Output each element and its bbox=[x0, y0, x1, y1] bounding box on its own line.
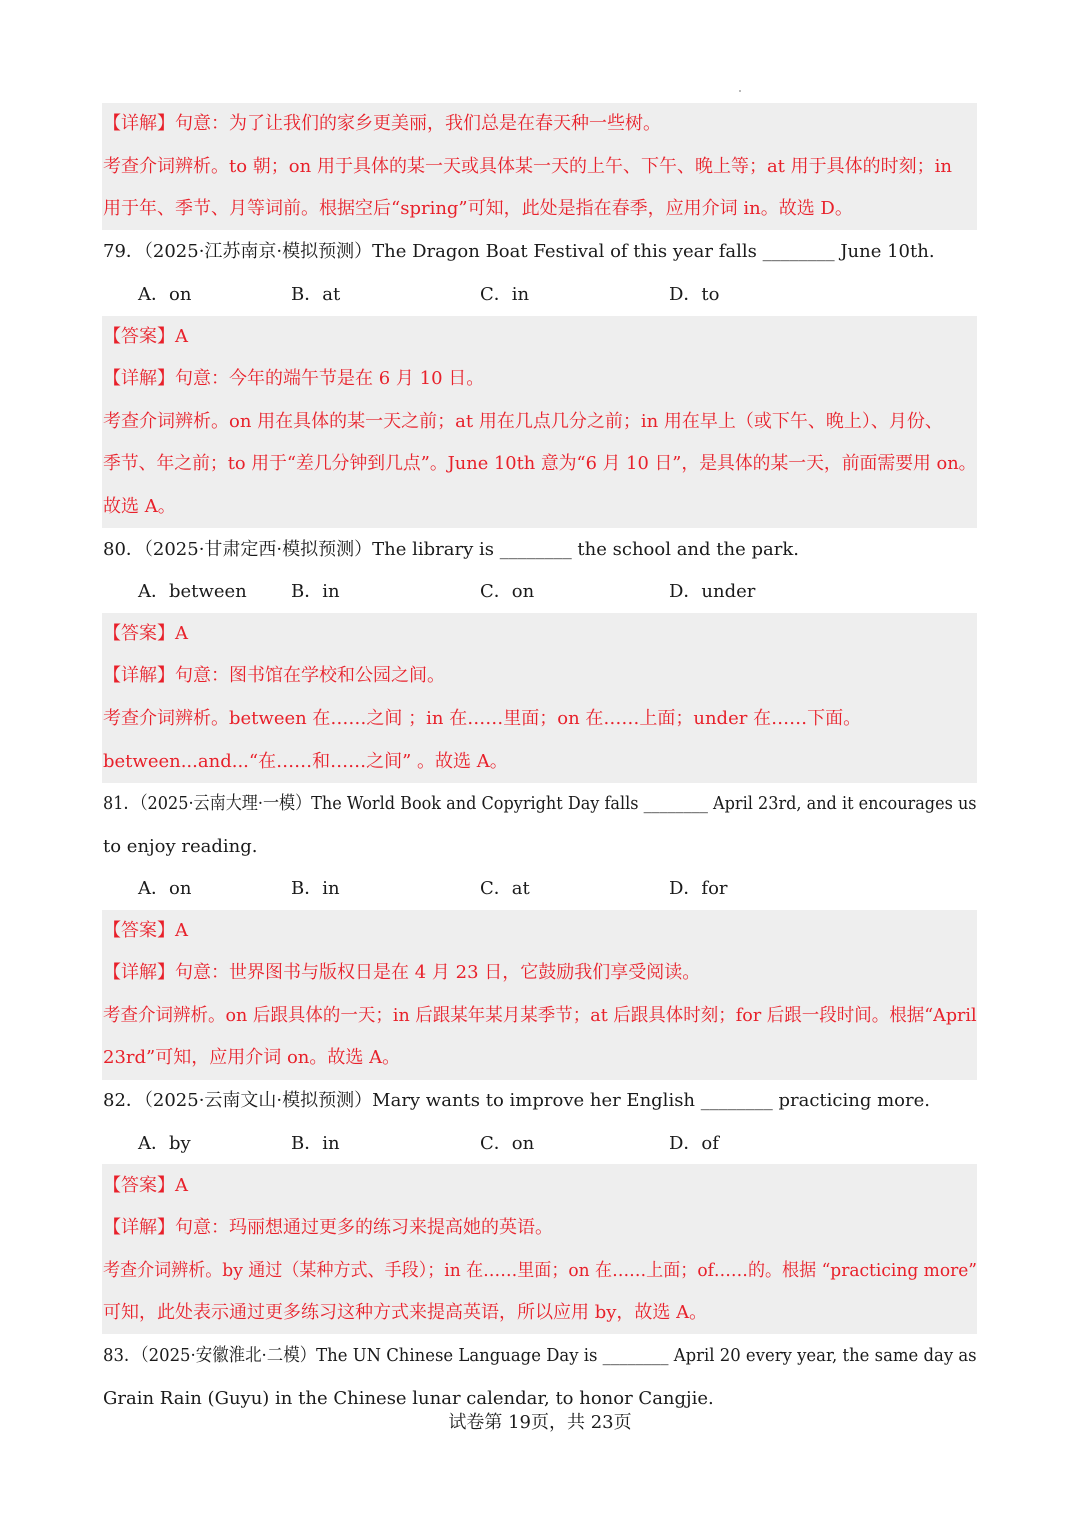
answer-82: 【答案】A bbox=[103, 1175, 188, 1196]
q81-option-a: A．on bbox=[138, 878, 192, 899]
detail-79: 【详解】句意：今年的端午节是在 6 月 10 日。 bbox=[103, 368, 485, 389]
question-81-stem-line-2: to enjoy reading. bbox=[103, 836, 258, 857]
analysis-81-line-1: 考查介词辨析。on 后跟具体的一天；in 后跟某年某月某季节；at 后跟具体时刻；for 后跟一段时间。根据“April bbox=[103, 1005, 977, 1026]
scan-speck bbox=[739, 90, 741, 92]
analysis-79-line-2: 季节、年之前；to 用于“差几分钟到几点”。June 10th 意为“6 月 10 日”，是具体的某一天，前面需要用 on。 bbox=[103, 453, 977, 474]
analysis-82-line-1: 考查介词辨析。by 通过（某种方式、手段）；in 在……里面；on 在……上面；of……的。根据 “practicing more” bbox=[103, 1260, 978, 1281]
q79-option-b: B．at bbox=[291, 284, 341, 305]
q82-option-a: A．by bbox=[138, 1133, 191, 1154]
question-80-stem: 80．（2025·甘肃定西·模拟预测）The library is ________ the school and the park. bbox=[103, 539, 799, 560]
answer-80: 【答案】A bbox=[103, 623, 188, 644]
q81-option-b: B．in bbox=[291, 878, 340, 899]
analysis-80-line-1: 考查介词辨析。between 在……之间 ；in 在……里面；on 在……上面；under 在……下面。 bbox=[103, 708, 862, 729]
page-footer: 试卷第 19页，共 23页 bbox=[448, 1412, 632, 1433]
analysis-80-line-2: between...and...“在……和……之间” 。故选 A。 bbox=[103, 751, 508, 772]
analysis-81-line-2: 23rd”可知，应用介词 on。故选 A。 bbox=[103, 1047, 401, 1068]
q82-option-c: C．on bbox=[480, 1133, 535, 1154]
q80-option-c: C．on bbox=[480, 581, 535, 602]
q79-option-d: D．to bbox=[669, 284, 720, 305]
analysis-79-line-1: 考查介词辨析。on 用在具体的某一天之前；at 用在几点几分之前；in 用在早上（或下午、晚上）、月份、 bbox=[103, 411, 943, 432]
answer-79: 【答案】A bbox=[103, 326, 188, 347]
q82-option-d: D．of bbox=[669, 1133, 719, 1154]
q81-option-d: D．for bbox=[669, 878, 728, 899]
analysis-78-line-2: 用于年、季节、月等词前。根据空后“spring”可知，此处是指在春季，应用介词 in。故选 D。 bbox=[103, 198, 853, 219]
detail-78: 【详解】句意：为了让我们的家乡更美丽，我们总是在春天种一些树。 bbox=[103, 113, 661, 134]
q80-option-a: A．between bbox=[138, 581, 247, 602]
question-82-stem: 82．（2025·云南文山·模拟预测）Mary wants to improve her English ________ practicing more. bbox=[103, 1090, 930, 1111]
question-79-stem: 79．（2025·江苏南京·模拟预测）The Dragon Boat Festival of this year falls ________ June 10th. bbox=[103, 241, 935, 262]
detail-81: 【详解】句意：世界图书与版权日是在 4 月 23 日，它鼓励我们享受阅读。 bbox=[103, 962, 701, 983]
q81-option-c: C．at bbox=[480, 878, 530, 899]
answer-81: 【答案】A bbox=[103, 920, 188, 941]
question-83-stem-line-2: Grain Rain (Guyu) in the Chinese lunar calendar, to honor Cangjie. bbox=[103, 1388, 714, 1409]
analysis-79-line-3: 故选 A。 bbox=[103, 496, 176, 517]
analysis-82-line-2: 可知，此处表示通过更多练习这种方式来提高英语，所以应用 by，故选 A。 bbox=[103, 1302, 708, 1323]
detail-82: 【详解】句意：玛丽想通过更多的练习来提高她的英语。 bbox=[103, 1217, 553, 1238]
q80-option-d: D．under bbox=[669, 581, 756, 602]
q79-option-c: C．in bbox=[480, 284, 530, 305]
q80-option-b: B．in bbox=[291, 581, 340, 602]
question-81-stem-line-1: 81．（2025·云南大理·一模）The World Book and Copyright Day falls ________ April 23rd, and it encourages us bbox=[103, 793, 977, 814]
question-83-stem-line-1: 83．（2025·安徽淮北·二模）The UN Chinese Language Day is ________ April 20 every year, the same day as bbox=[103, 1345, 977, 1366]
q79-option-a: A．on bbox=[138, 284, 192, 305]
detail-80: 【详解】句意：图书馆在学校和公园之间。 bbox=[103, 665, 445, 686]
analysis-78-line-1: 考查介词辨析。to 朝；on 用于具体的某一天或具体某一天的上午、下午、晚上等；at 用于具体的时刻；in bbox=[103, 156, 952, 177]
q82-option-b: B．in bbox=[291, 1133, 340, 1154]
